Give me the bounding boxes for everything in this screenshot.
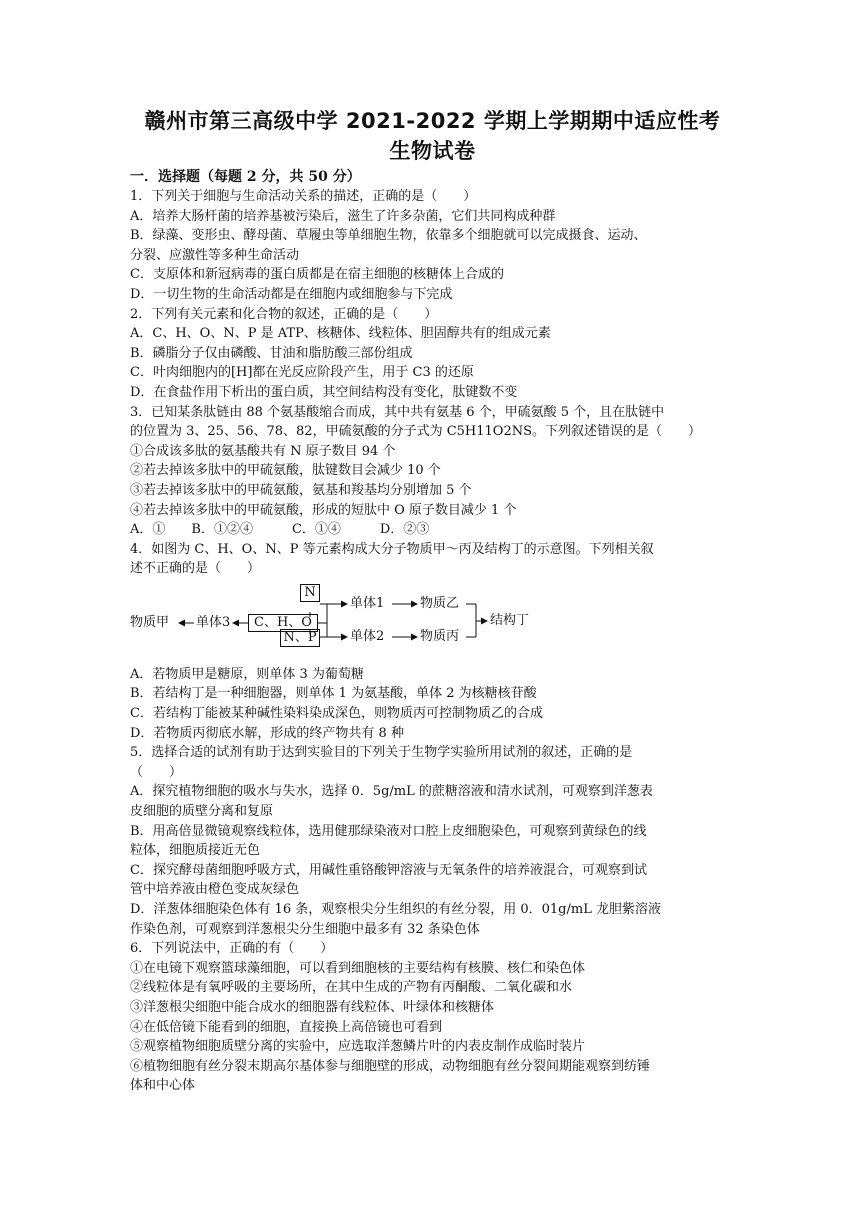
question-text-line: 述不正确的是（ ）: [130, 561, 261, 577]
question-text-line: ④若去掉该多肽中的甲硫氨酸，形成的短肽中 O 原子数目减少 1 个: [130, 502, 517, 518]
question-text-line: 1．下列关于细胞与生命活动关系的描述，正确的是（ ）: [130, 189, 477, 204]
exam-title-line1: 赣州市第三高级中学 2021-2022 学期上学期期中适应性考: [144, 109, 721, 133]
element-box-np: N、P: [280, 629, 320, 647]
question-text-line: 5．选择合适的试剂有助于达到实验目的下列关于生物学实验所用试剂的叙述，正确的是: [130, 745, 633, 761]
question-text-line: ③洋葱根尖细胞中能合成水的细胞器有线粒体、叶绿体和核糖体: [130, 999, 495, 1015]
label-monomer2: 单体2: [350, 628, 385, 644]
question-text-line: 4．如图为 C、H、O、N、P 等元素构成大分子物质甲～丙及结构丁的示意图。下列相关叙: [130, 541, 654, 557]
question-text-line: B．若结构丁是一种细胞器，则单体 1 为氨基酸，单体 2 为核糖核苷酸: [130, 686, 537, 702]
question-text-line: 粒体，细胞质接近无色: [130, 843, 261, 859]
label-substance-b: 物质乙: [420, 595, 460, 611]
question-text-line: （ ）: [130, 764, 183, 780]
question-text-line: B．用高倍显微镜观察线粒体，选用健那绿染液对口腔上皮细胞染色，可观察到黄绿色的线: [130, 823, 647, 839]
question-text-line: ②线粒体是有氧呼吸的主要场所，在其中生成的产物有丙酮酸、二氧化碳和水: [130, 980, 573, 996]
question-text-line: D．若物质丙彻底水解，形成的终产物共有 8 种: [130, 725, 404, 741]
exam-page: [130, 106, 735, 1096]
question-text-line: A．若物质甲是糖原，则单体 3 为葡萄糖: [130, 666, 364, 682]
exam-title-line2: 生物试卷: [389, 139, 476, 163]
question-text-line: C．支原体和新冠病毒的蛋白质都是在宿主细胞的核糖体上合成的: [130, 267, 504, 283]
label-substance-a: 物质甲: [130, 614, 170, 630]
question-text-line: ①合成该多肽的氨基酸共有 N 原子数目 94 个: [130, 443, 396, 459]
question-text-line: 的位置为 3、25、56、78、82，甲硫氨酸的分子式为 C5H11O2NS。下列叙述错误的是（ ）: [130, 424, 702, 440]
label-monomer3: 单体3: [196, 614, 231, 630]
question-text-line: B．磷脂分子仅由磷酸、甘油和脂肪酸三部份组成: [130, 345, 413, 361]
label-structure-d: 结构丁: [490, 612, 530, 628]
question-text-line: ③若去掉该多肽中的甲硫氨酸，氨基和羧基均分别增加 5 个: [130, 482, 472, 498]
question-text-line: A．C、H、O、N、P 是 ATP、核糖体、线粒体、胆固醇共有的组成元素: [130, 326, 551, 342]
question-text-line: C．叶肉细胞内的[H]都在光反应阶段产生，用于 C3 的还原: [130, 365, 474, 381]
question-text-line: A．探究植物细胞的吸水与失水，选择 0．5g/mL 的蔗糖溶液和清水试剂，可观察到洋葱表: [130, 784, 653, 800]
question-text-line: D．在食盐作用下析出的蛋白质，其空间结构没有变化，肽键数不变: [130, 384, 518, 400]
label-monomer1: 单体1: [350, 595, 385, 611]
question-text-line: 皮细胞的质壁分离和复原: [130, 804, 274, 820]
question-text-line: ④在低倍镜下能看到的细胞，直接换上高倍镜也可看到: [130, 1019, 443, 1035]
element-box-cho: C、H、O: [248, 614, 318, 632]
question-text-line: D．一切生物的生命活动都是在细胞内或细胞参与下完成: [130, 286, 453, 302]
question-text-line: 2．下列有关元素和化合物的叙述，正确的是（ ）: [130, 306, 438, 322]
question-text-line: 分裂、应激性等多种生命活动: [130, 247, 300, 263]
question-text-line: 体和中心体: [130, 1078, 196, 1094]
question-text-line: A．① B．①②④ C．①④ D．②③: [130, 522, 430, 538]
question-text-line: ①在电镜下观察篮球藻细胞，可以看到细胞核的主要结构有核膜、核仁和染色体: [130, 960, 586, 976]
question-text-line: ⑥植物细胞有丝分裂末期高尔基体参与细胞壁的形成，动物细胞有丝分裂间期能观察到纺锤: [130, 1058, 651, 1074]
question-text-line: C．若结构丁能被某种碱性染料染成深色，则物质丙可控制物质乙的合成: [130, 706, 543, 722]
question-text-line: 作染色剂，可观察到洋葱根尖分生细胞中最多有 32 条染色体: [130, 921, 480, 937]
label-substance-c: 物质丙: [420, 628, 460, 644]
question-text-line: A．培养大肠杆菌的培养基被污染后，滋生了许多杂菌，它们共同构成种群: [130, 208, 556, 224]
element-box-n: N: [300, 584, 320, 602]
section-heading: 一．选择题（每题 2 分，共 50 分）: [130, 169, 361, 185]
question-text-line: D．洋葱体细胞染色体有 16 条，观察根尖分生组织的有丝分裂，用 0．01g/mL 龙胆紫溶液: [130, 902, 661, 917]
question-block-1-4: [130, 187, 735, 579]
question-text-line: ②若去掉该多肽中的甲硫氨酸，肽键数目会减少 10 个: [130, 463, 441, 479]
question-text-line: 管中培养液由橙色变成灰绿色: [130, 882, 300, 898]
question-text-line: ⑤观察植物细胞质壁分离的实验中，应选取洋葱鳞片叶的内表皮制作成临时装片: [130, 1039, 586, 1055]
question-text-line: C．探究酵母菌细胞呼吸方式，用碱性重铬酸钾溶液与无氧条件的培养液混合，可观察到试: [130, 862, 647, 878]
question-text-line: 6．下列说法中，正确的有（ ）: [130, 941, 334, 957]
question-block-4-6: [130, 665, 735, 1096]
question-text-line: B．绿藻、变形虫、酵母菌、草履虫等单细胞生物，依靠多个细胞就可以完成摄食、运动、: [130, 228, 647, 244]
question-text-line: 3．已知某条肽链由 88 个氨基酸缩合而成，其中共有氨基 6 个，甲硫氨酸 5 个，且在肽链中: [130, 404, 665, 420]
structure-diagram: [130, 581, 735, 661]
